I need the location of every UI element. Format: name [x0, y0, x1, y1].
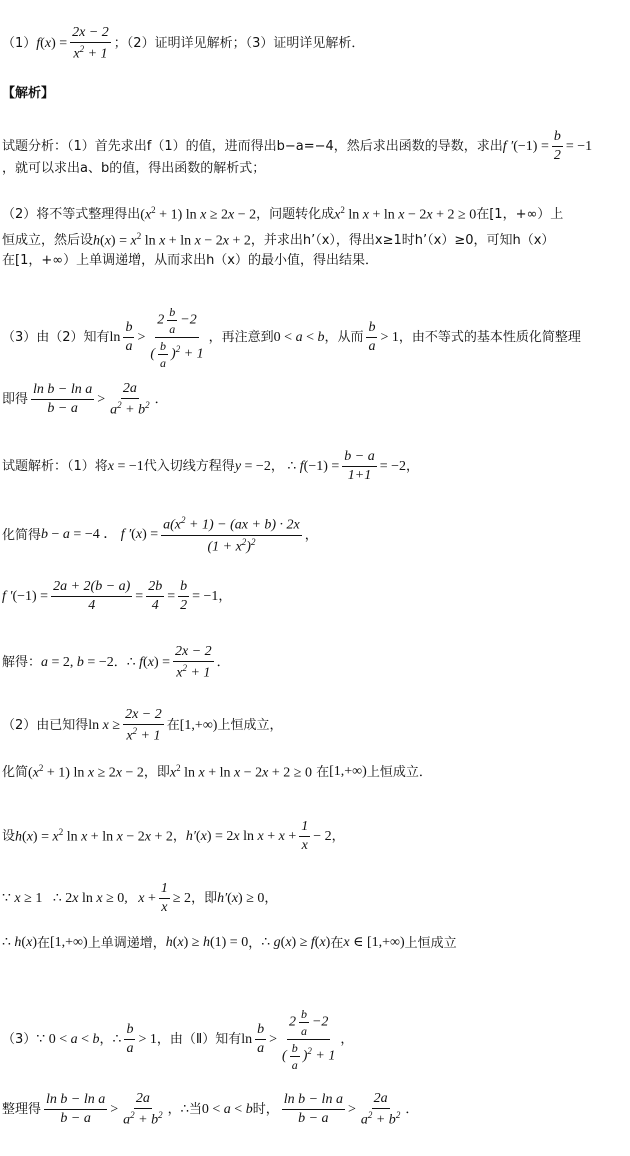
solution-line-6: 化简 $(x^2 + 1)$ ln x ≥ 2x − 2 ，即 $x^2$ ln x + ln x − 2x + 2 ≥ 0 在 [1,+∞) 上恒成立．: [2, 763, 432, 781]
solution-line-1: 试题解析：（1）将 x = −1 代入切线方程得 y = −2 ， ∴ f(−1) = $\frac{b - a}{1+1}$ = −2 ，: [2, 449, 420, 483]
solution-line-9: ∴ h(x) 在 [1,+∞) 上单调递增， h(x) ≥ h(1) = 0 ， ∴ g(x) ≥ f(x) 在 x ∈ [1,+∞) 上恒成立: [2, 935, 457, 951]
solution-line-2: 化简得 b − a = −4 ． f ′(x) = $\frac{a(x^2 + 1) - (ax + b) \cdot 2x}{(1 + x^2)^2}$ ，: [2, 515, 318, 555]
analysis-line-1: 试题分析：（1）首先求出f（1）的值，进而得出b−a=−4，然后求出函数的导数，求出 f ′ (−1) = $\frac{b}{2}$ = −1: [2, 129, 593, 163]
solution-line-7: 设 $h(x) = x^2$ ln x + ln x − 2x + 2 ， h′(x) = 2x ln x + x + $\frac{1}{x}$ − 2 ，: [2, 819, 345, 853]
analysis-line-7: 即得 $\frac{\text{ln b − ln a}}{b - a}$ > $\frac{2a}{a^2 + b^2}$ ．: [2, 381, 168, 418]
solution-line-3: f ′(−1) = $\frac{2a + 2(b - a)}{4}$ = $\frac{2b}{4}$ = $\frac{b}{2}$ = −1 ，: [2, 579, 232, 613]
analysis-line-3: （2）将不等式整理得出 $(x^2 + 1)$ ln x ≥ 2x − 2 ，问题转化成 $x^2$ ln x + ln x − 2x + 2 ≥ 0 在[1，+∞）上: [2, 205, 564, 223]
analysis-line-6: （3）由（2）知有 ln $\frac{b}{a}$ > 2 $\frac{b}{a}$ −2 ( $\frac{b}{a}$ )$^2$ + 1 ，再注意到 0 < a < b ，从而 $\frac{b}{a}$ > 1 ，由不等式的基本性质化简整理: [2, 305, 581, 370]
math-fx: f: [36, 35, 41, 51]
analysis-line-4: 恒成立，然后设 $h(x) = x^2$ ln x + ln x − 2x + 2 ，并求出h’（x），得出x≥1时h’（x）≥0，可知h（x）: [2, 231, 555, 249]
solution-line-8: ∵ x ≥ 1 ∴ 2x ln x ≥ 0, x + $\frac{1}{x}$ ≥ 2 ，即 h′(x) ≥ 0 ，: [2, 881, 278, 915]
answer-line: （1） f ( x ) = $\frac{2x - 2}{x^2 + 1}$ ；（2）证明详见解析；（3）证明详见解析．: [2, 25, 365, 62]
analysis-line-5: 在[1，+∞）上单调递增，从而求出h（x）的最小值，得出结果．: [2, 253, 378, 268]
solution-line-10: （3） ∵ 0 < a < b ， ∴ $\frac{b}{a}$ > 1 ，由（Ⅱ）知有 ln $\frac{b}{a}$ > 2 $\frac{b}{a}$ −2 ( $\frac{b}{a}$ )$^2$ + 1 ，: [2, 1007, 354, 1072]
solution-line-4: 解得： a = 2, b = −2 ． ∴ f(x) = $\frac{2x - 2}{x^2 + 1}$ ．: [2, 644, 230, 681]
solution-line-5: （2）由已知得 ln x ≥ $\frac{2x - 2}{x^2 + 1}$ 在 [1,+∞) 上恒成立，: [2, 707, 283, 744]
analysis-line-2: ，就可以求出a、b的值，得出函数的解析式；: [2, 161, 266, 176]
answer-part-1-label: （1）: [2, 36, 37, 52]
fraction-fx: $\frac{2x - 2}{x^2 + 1}$: [72, 25, 109, 62]
solution-line-11: 整理得 $\frac{\text{ln b − ln a}}{b - a}$ > $\frac{2a}{a^2 + b^2}$ ，∴当 0 < a < b 时， $\frac{\text{ln b − ln a}}{b - a}$ > $\frac{2a}{a^2 + b^2}$ ．: [2, 1091, 419, 1128]
section-heading: 【解析】: [2, 86, 55, 101]
answer-rest: ；（2）证明详见解析；（3）证明详见解析．: [113, 36, 365, 52]
